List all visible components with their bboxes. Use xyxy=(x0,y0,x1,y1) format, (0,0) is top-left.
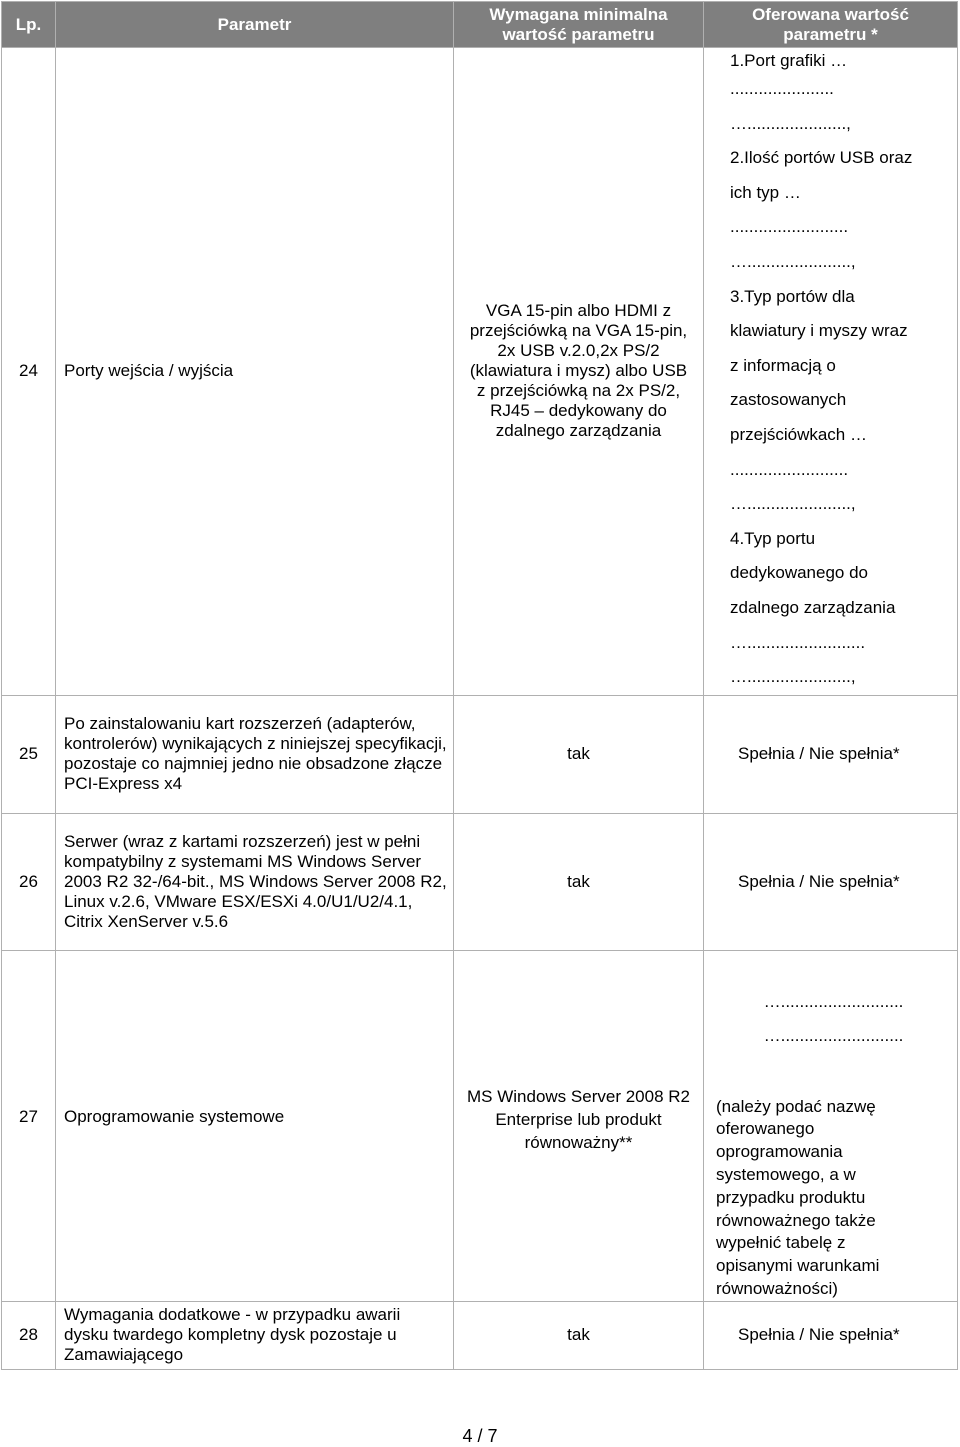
header-parametr: Parametr xyxy=(56,2,454,48)
row-28-offer: Spełnia / Nie spełnia* xyxy=(704,1301,958,1369)
row-26-param: Serwer (wraz z kartami rozszerzeń) jest w pełni kompatybilny z systemami MS Windows Server 2003 R2 32-/64-bit., MS Windows Server 2008 R2, Linux v.2.6, VMware ESX/ESXi 4.0/U1/U2/4.1, Citrix XenServer v.5.6 xyxy=(56,813,454,950)
offer-line: ......................... xyxy=(730,459,849,479)
header-lp: Lp. xyxy=(2,2,56,48)
header-wymagana: Wymagana minimalna wartość parametru xyxy=(454,2,704,48)
offer-line: 4.Typ portu xyxy=(730,528,816,548)
row-26-offer: Spełnia / Nie spełnia* xyxy=(704,813,958,950)
offer-line: 3.Typ portów dla xyxy=(730,286,855,306)
row-27-param: Oprogramowanie systemowe xyxy=(56,950,454,1301)
offer-line: zastosowanych xyxy=(730,390,847,410)
table-row-25 xyxy=(2,695,958,813)
row-25-req: tak xyxy=(454,695,704,813)
offer-line: klawiatury i myszy wraz xyxy=(730,321,908,341)
offer-dots-line: ….......................... xyxy=(763,1025,904,1045)
row-27-offer-dots xyxy=(716,951,951,1053)
row-24-req: VGA 15-pin albo HDMI z przejściówką na VGA 15-pin, 2x USB v.2.0,2x PS/2 (klawiatura i mysz) albo USB z przejściówką na 2x PS/2, RJ45 – dedykowany do zdalnego zarządzania xyxy=(454,48,704,696)
row-27-offer xyxy=(704,950,958,1301)
row-25-param: Po zainstalowaniu kart rozszerzeń (adapterów, kontrolerów) wynikających z niniejszej specyfikacji, pozostaje co najmniej jedno nie obsadzone złącze PCI-Express x4 xyxy=(56,695,454,813)
row-27-offer-note: (należy podać nazwę oferowanego oprogramowania systemowego, a w przypadku produktu równoważnego także wypełnić tabelę z opisanymi warunkami równoważności) xyxy=(716,1096,880,1299)
row-24-param: Porty wejścia / wyjścia xyxy=(56,48,454,696)
table-row-24 xyxy=(2,48,958,696)
offer-line: zdalnego zarządzania xyxy=(730,597,896,617)
offer-line: 1.Port grafiki … xyxy=(730,51,848,70)
header-row xyxy=(2,2,958,48)
row-28-param: Wymagania dodatkowe - w przypadku awarii dysku twardego kompletny dysk pozostaje u Zamawiającego xyxy=(56,1301,454,1369)
row-27-req: MS Windows Server 2008 R2 Enterprise lub produkt równoważny** xyxy=(454,950,704,1301)
spec-table-wrap xyxy=(1,1,957,1370)
offer-line: …......................... xyxy=(730,632,866,652)
offer-line: przejściówkach … xyxy=(730,424,867,444)
offer-line: …....................., xyxy=(730,113,851,133)
offer-line: …......................, xyxy=(730,667,856,687)
table-row-26 xyxy=(2,813,958,950)
offer-line: ich typ … xyxy=(730,182,801,202)
header-oferowana: Oferowana wartość parametru * xyxy=(704,2,958,48)
row-28-lp: 28 xyxy=(2,1301,56,1369)
row-25-lp: 25 xyxy=(2,695,56,813)
offer-line: …......................, xyxy=(730,494,856,514)
row-28-req: tak xyxy=(454,1301,704,1369)
row-27-lp: 27 xyxy=(2,950,56,1301)
page-number: 4 / 7 xyxy=(462,1426,498,1446)
offer-line: ......................... xyxy=(730,217,849,237)
table-row-27 xyxy=(2,950,958,1301)
row-24-offer xyxy=(704,48,958,696)
offer-line: 2.Ilość portów USB oraz xyxy=(730,148,913,168)
offer-dots-line: ….......................... xyxy=(763,991,904,1011)
offer-line: dedykowanego do xyxy=(730,563,869,583)
offer-line: …......................, xyxy=(730,251,856,271)
table-row-28 xyxy=(2,1301,958,1369)
row-25-offer: Spełnia / Nie spełnia* xyxy=(704,695,958,813)
offer-line: ...................... xyxy=(730,79,834,98)
row-24-offer-lines xyxy=(730,48,951,695)
row-26-lp: 26 xyxy=(2,813,56,950)
offer-line: z informacją o xyxy=(730,355,836,375)
row-24-lp: 24 xyxy=(2,48,56,696)
row-26-req: tak xyxy=(454,813,704,950)
spec-table xyxy=(1,1,958,1370)
